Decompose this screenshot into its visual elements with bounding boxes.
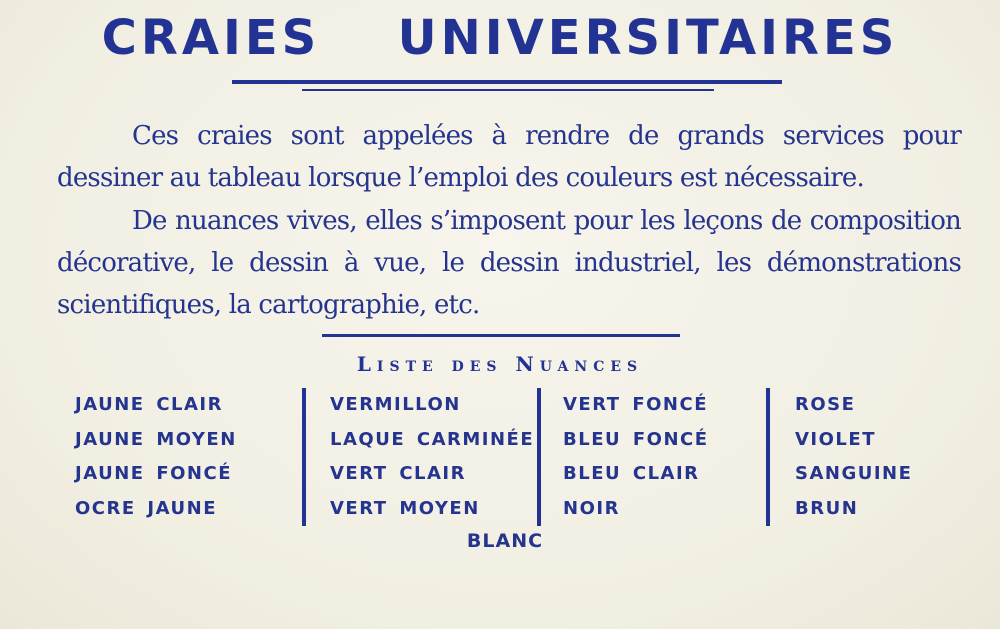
shade-column-1	[75, 390, 237, 528]
list-item: VERT CLAIR	[330, 463, 466, 484]
list-item: JAUNE CLAIR	[75, 394, 223, 415]
list-item: BRUN	[795, 497, 859, 519]
list-item: BLEU CLAIR	[563, 463, 700, 484]
paragraph-1: Ces craies sont appelées à rendre de grands services pour dessiner au tableau lorsque l’emploi des couleurs est nécessaire.	[57, 121, 961, 193]
list-item: JAUNE MOYEN	[75, 428, 237, 450]
shade-column-2	[330, 390, 534, 528]
list-item: SANGUINE	[795, 463, 913, 484]
list-item: VIOLET	[795, 428, 876, 450]
list-item: VERT FONCÉ	[563, 394, 708, 415]
shade-column-3	[563, 390, 709, 528]
column-divider-2	[537, 388, 541, 526]
list-item: NOIR	[563, 497, 620, 519]
list-item: JAUNE FONCÉ	[75, 463, 232, 484]
column-divider-1	[302, 388, 306, 526]
paragraph-2: De nuances vives, elles s’imposent pour les leçons de composition décorative, le dessin à vue, le dessin industriel, les démonstrations scientifiques, la cartographie, etc.	[57, 206, 961, 320]
title-underline-thick	[232, 80, 782, 84]
footer-shade: BLANC	[466, 530, 544, 552]
list-item: LAQUE CARMINÉE	[330, 428, 535, 450]
list-item: VERMILLON	[330, 394, 461, 415]
list-title: Liste des Nuances	[356, 352, 644, 376]
column-divider-3	[766, 388, 770, 526]
title-underline-thin	[302, 89, 714, 91]
list-separator	[322, 334, 680, 337]
list-item: VERT MOYEN	[330, 497, 480, 519]
document-title: CRAIES UNIVERSITAIRES	[101, 10, 899, 66]
list-item: BLEU FONCÉ	[563, 428, 709, 450]
shade-column-4	[795, 390, 912, 528]
list-item: ROSE	[795, 394, 856, 415]
list-item: OCRE JAUNE	[75, 497, 217, 519]
